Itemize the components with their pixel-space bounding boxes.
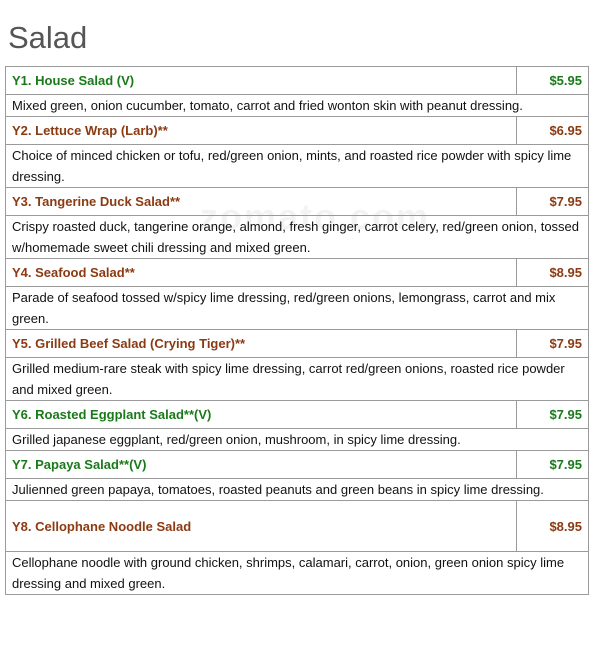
item-name: Y7. Papaya Salad**(V) <box>6 451 517 479</box>
item-description: Parade of seafood tossed w/spicy lime dressing, red/green onions, lemongrass, carrot and mix green. <box>6 287 589 330</box>
menu-item-header <box>6 259 589 287</box>
item-name: Y3. Tangerine Duck Salad** <box>6 188 517 216</box>
item-name: Y2. Lettuce Wrap (Larb)** <box>6 117 517 145</box>
menu-item-description-row <box>6 287 589 330</box>
menu-item-header <box>6 401 589 429</box>
item-description: Grilled medium-rare steak with spicy lime dressing, carrot red/green onions, roasted rice powder and mixed green. <box>6 358 589 401</box>
menu-item-description-row <box>6 479 589 501</box>
item-price: $7.95 <box>517 401 589 429</box>
item-price: $6.95 <box>517 117 589 145</box>
page-title: Salad <box>8 20 88 55</box>
menu-item-header <box>6 188 589 216</box>
item-name: Y8. Cellophane Noodle Salad <box>6 501 517 552</box>
item-description: Choice of minced chicken or tofu, red/green onion, mints, and roasted rice powder with spicy lime dressing. <box>6 145 589 188</box>
item-description: Cellophane noodle with ground chicken, shrimps, calamari, carrot, onion, green onion spicy lime dressing and mixed green. <box>6 552 589 595</box>
menu-item-header <box>6 67 589 95</box>
menu-item-header <box>6 501 589 552</box>
item-description: Julienned green papaya, tomatoes, roasted peanuts and green beans in spicy lime dressing. <box>6 479 589 501</box>
item-description: Mixed green, onion cucumber, tomato, carrot and fried wonton skin with peanut dressing. <box>6 95 589 117</box>
item-name: Y4. Seafood Salad** <box>6 259 517 287</box>
menu-item-header <box>6 117 589 145</box>
menu-item-description-row <box>6 429 589 451</box>
menu-item-header <box>6 451 589 479</box>
item-name: Y1. House Salad (V) <box>6 67 517 95</box>
menu-item-description-row <box>6 145 589 188</box>
salad-menu-table <box>5 66 589 595</box>
item-price: $7.95 <box>517 451 589 479</box>
item-description: Grilled japanese eggplant, red/green onion, mushroom, in spicy lime dressing. <box>6 429 589 451</box>
item-price: $7.95 <box>517 188 589 216</box>
menu-item-header <box>6 330 589 358</box>
menu-item-description-row <box>6 552 589 595</box>
item-price: $8.95 <box>517 259 589 287</box>
menu-item-description-row <box>6 95 589 117</box>
menu-item-description-row <box>6 358 589 401</box>
menu-item-description-row <box>6 216 589 259</box>
item-name: Y5. Grilled Beef Salad (Crying Tiger)** <box>6 330 517 358</box>
item-name: Y6. Roasted Eggplant Salad**(V) <box>6 401 517 429</box>
item-price: $5.95 <box>517 67 589 95</box>
item-price: $8.95 <box>517 501 589 552</box>
item-price: $7.95 <box>517 330 589 358</box>
item-description: Crispy roasted duck, tangerine orange, almond, fresh ginger, carrot celery, red/green onion, tossed w/homemade sweet chili dressing and mixed green. <box>6 216 589 259</box>
